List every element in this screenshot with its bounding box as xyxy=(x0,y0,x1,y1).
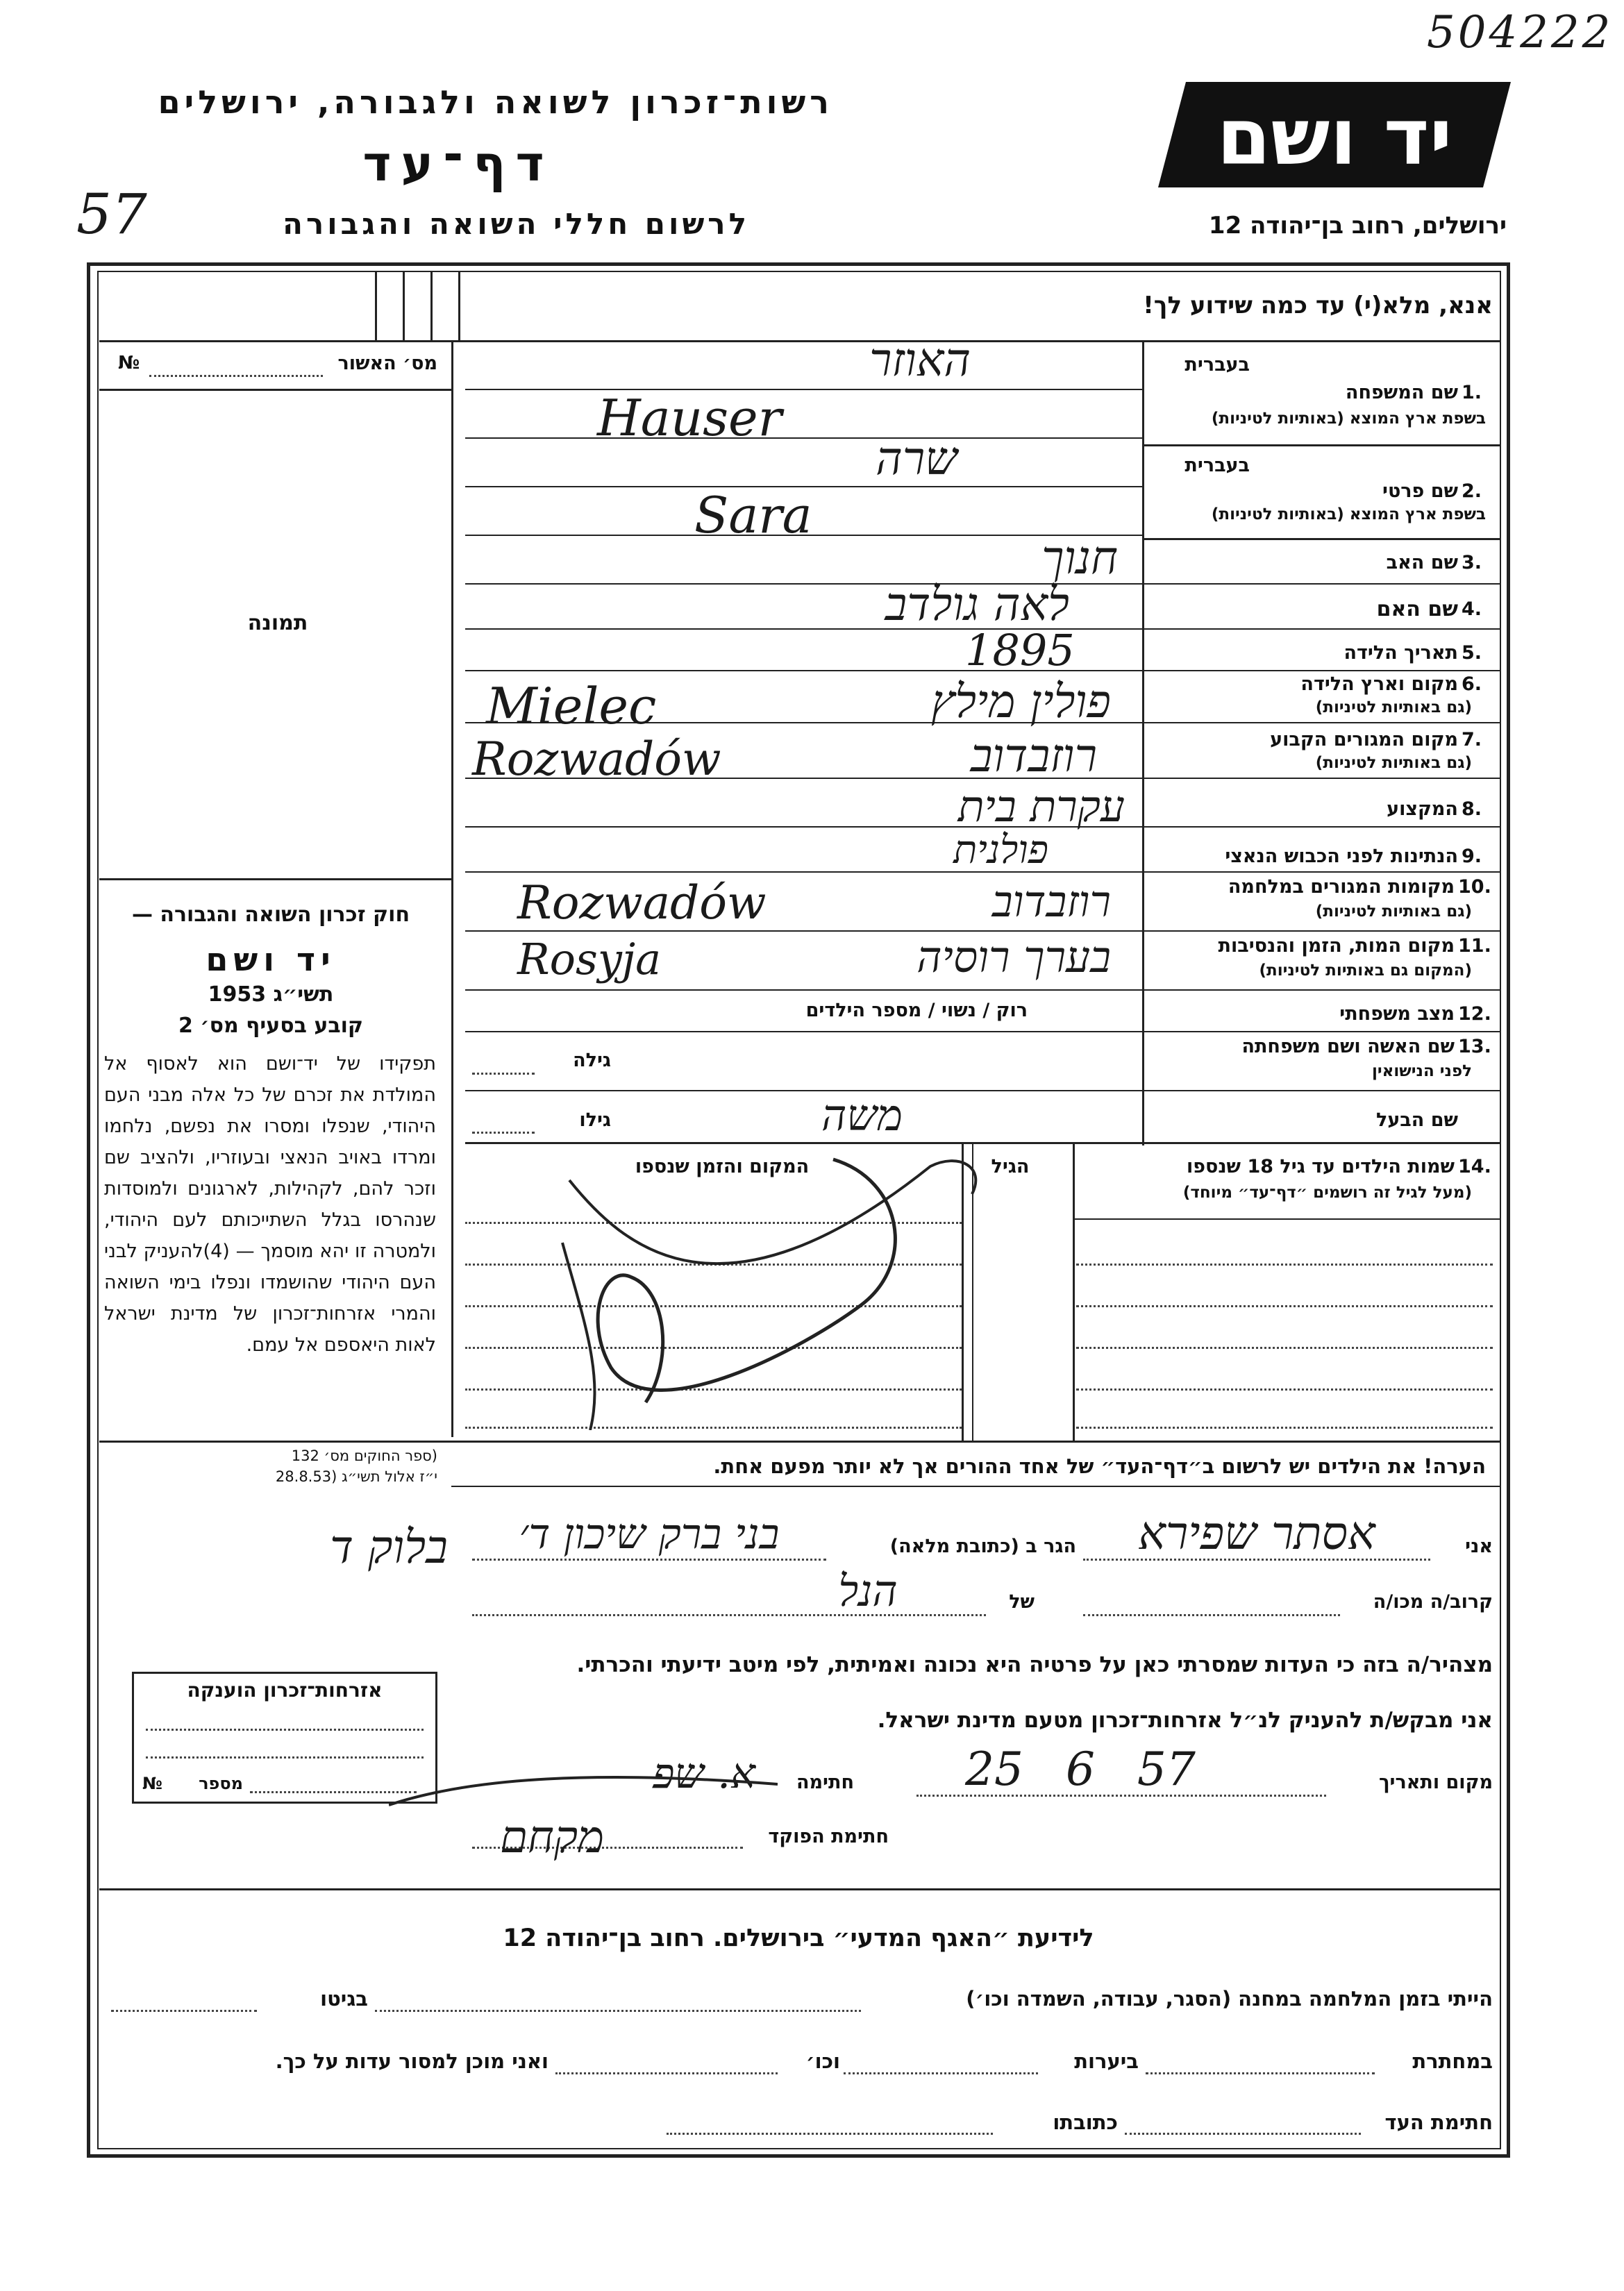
marital-options: רוק / נשוי / מספר הילדים xyxy=(805,1000,1028,1021)
value: בערך רוסיה xyxy=(916,932,1111,982)
value-heb: האוזר xyxy=(869,333,971,387)
children-sub: (מעל לגיל זה רושמים ״דף־עד״ מיוחד) xyxy=(1182,1184,1472,1202)
field-label: מקומות המגורים במלחמה xyxy=(1228,876,1455,898)
footer-underground: במחתרת xyxy=(1412,2049,1493,2073)
declaration-text: מצהיר/ה בזה כי העדות שמסרתי כאן על פרטיה היא נכונה ואמיתית, לפי מיטב ידיעתי והכרתי. xyxy=(576,1652,1493,1677)
value: פולנית xyxy=(953,828,1048,873)
approval-no: № xyxy=(118,353,140,374)
field-sub: לפני הנישואין xyxy=(1372,1062,1472,1080)
field-number: 2. xyxy=(1462,480,1482,502)
value: לאה גולדב xyxy=(885,578,1069,631)
field-sub: בשפת ארץ המוצא (באותיות לטיניות) xyxy=(1211,410,1486,428)
value: רוזבדוב xyxy=(991,876,1111,927)
footer-heading: לידיעת ״האגף המדעי״ בירושלים. רחוב בן־יהודה 12 xyxy=(503,1924,1094,1952)
field-number: 11. xyxy=(1458,935,1491,957)
footer-camp: הייתי בזמן המלחמה במחנה (הסגר, עבודה, השמדה וכו׳) xyxy=(966,1987,1493,2011)
form-title: דף־עד xyxy=(362,135,554,192)
value: פולין מילץ xyxy=(930,675,1111,728)
place-date-label: מקום ותאריך xyxy=(1378,1772,1493,1793)
law-date: י״ז אלול תשי״ג (28.8.53 xyxy=(275,1468,437,1485)
age-label: גילו xyxy=(579,1109,611,1131)
value-lat: Rozwadów xyxy=(472,732,721,786)
field-number: 10. xyxy=(1458,876,1491,898)
field-label: המקצוע xyxy=(1387,798,1458,820)
field-sub: (גם באותיות לטיניות) xyxy=(1315,698,1472,716)
signature-label: חתימה xyxy=(796,1772,854,1793)
citizenship-no: № xyxy=(142,1774,162,1793)
value-heb: שרה xyxy=(876,432,957,485)
witness-date: 25 6 57 xyxy=(965,1743,1196,1796)
law-body: תפקידו של יד־ושם הוא לאסוף אל המולדת את זכרם של כל אלה מבני העם היהודי, שנפלו ומסרו את נפשם, נלחמו ומרדו באויב הנאצי ובעוזריו, ולהציב שם וזכר להם, לקהילות, לארגונים ולמוסדות שנהרסו בגלל השתייכותם לעם היהודי, ולמטרה זו יהא מוסמך — (4)להעניק לבני העם היהודי שהושמדו ונפלו בימי השואה והמרי אזרחות־זכרון של מדינת ישראל לאות היאספם אל עמם. xyxy=(104,1053,436,1356)
witness-name: אסתר שפירא xyxy=(1138,1507,1375,1560)
field-label: שם פרטי xyxy=(1382,480,1458,502)
col-age-header: הגיל xyxy=(991,1156,1030,1177)
field-number: 9. xyxy=(1462,846,1482,867)
logo-text: יד ושם xyxy=(1216,92,1453,183)
field-label: שם המשפחה xyxy=(1345,382,1458,403)
witness-address-extra: בלוק ד xyxy=(330,1520,448,1574)
ani-label: אני xyxy=(1465,1536,1493,1557)
field-number: 13. xyxy=(1458,1036,1491,1057)
yad-vashem-logo xyxy=(1158,82,1511,187)
field-number: 4. xyxy=(1462,598,1482,620)
witness-signature: א. שפ xyxy=(653,1749,756,1798)
field-number: 12. xyxy=(1458,1003,1491,1025)
footer-witness-signature: חתימת העד xyxy=(1384,2110,1493,2134)
scribble-crossout-icon xyxy=(542,1139,1028,1430)
value: רוזבדוב xyxy=(970,729,1097,782)
field-label: שם האב xyxy=(1386,552,1458,573)
request-text: אני מבקש/ת להעניק לנ״ל אזרחות־זכרון מטעם מדינת ישראל. xyxy=(877,1708,1493,1733)
value: עקרת בית xyxy=(957,781,1125,832)
logo-block-icon xyxy=(1158,82,1511,187)
value: משה xyxy=(821,1090,903,1141)
field-sub: בשפת ארץ המוצא (באותיות לטיניות) xyxy=(1211,505,1486,523)
margin-note: 57 xyxy=(76,182,147,246)
relative-label: קרוב/ה מכו/ה xyxy=(1373,1591,1493,1613)
field-number: 5. xyxy=(1462,642,1482,664)
field-label: תאריך הלידה xyxy=(1343,642,1458,664)
signature-stroke-icon xyxy=(389,1763,778,1819)
official-signature-label: חתימת הפוקד xyxy=(768,1826,889,1847)
value-lat: Mielec xyxy=(486,677,657,735)
left-column-divider xyxy=(451,340,453,1437)
law-year: תשי״ג 1953 xyxy=(208,982,334,1007)
field-label: שם הבעל xyxy=(1375,1109,1458,1131)
law-name: יד ושם xyxy=(206,941,336,978)
footer-etc: וכו׳ xyxy=(805,2049,840,2073)
children-label: שמות הילדים עד גיל 18 שנספו xyxy=(1186,1156,1455,1177)
field-label: מקום המגורים הקבוע xyxy=(1270,729,1458,750)
footer-address: כתובתו xyxy=(1053,2110,1118,2134)
field-label: מקום וארץ הלידה xyxy=(1300,673,1458,695)
witness-relation: הנל xyxy=(838,1566,898,1616)
field-label: שם האשה ושם משפחתה xyxy=(1241,1036,1455,1057)
citizenship-title: אזרחות־זכרון הוענקה xyxy=(187,1679,383,1702)
label-column-divider xyxy=(1142,340,1144,1146)
value-lat: Sara xyxy=(694,486,812,544)
law-reference: (ספר החוקים מס׳ 132 xyxy=(291,1447,437,1464)
photo-label: תמונה xyxy=(247,611,308,635)
citizenship-number-label: מספר xyxy=(199,1774,243,1793)
footer-forests: ביערות xyxy=(1074,2049,1139,2073)
field-number: 3. xyxy=(1462,552,1482,573)
field-number: 6. xyxy=(1462,673,1482,695)
heb-tag: בעברית xyxy=(1184,354,1250,376)
value: חנוך xyxy=(1041,531,1118,585)
col-place-header: המקום והזמן שנספו xyxy=(635,1156,810,1177)
heb-tag: בעברית xyxy=(1184,455,1250,476)
value: 1895 xyxy=(965,625,1075,675)
approval-label: מס׳ האשור xyxy=(337,353,437,374)
witness-address: בני ברק שיכון ד׳ xyxy=(519,1510,780,1559)
children-note: הערה! את הילדים יש לרשום ב״דף־העד״ של אחד ההורים אך לא יותר מפעם אחת. xyxy=(713,1454,1486,1478)
field-number: 14. xyxy=(1458,1156,1491,1177)
footer-ghetto: בגיטו xyxy=(320,1987,368,2011)
field-number: 7. xyxy=(1462,729,1482,750)
field-label: מקום המות, הזמן והנסיבות xyxy=(1218,935,1455,957)
resides-label: הגר ב (כתובת מלאה) xyxy=(889,1536,1076,1557)
field-sub: (המקום גם באותיות לטיניות) xyxy=(1259,962,1472,980)
authority-heading: רשות־זכרון לשואה ולגבורה, ירושלים xyxy=(158,83,833,121)
field-label: הנתינות לפני הכבוש הנאצי xyxy=(1225,846,1458,867)
document-number: 504222 xyxy=(1427,7,1614,58)
value-lat: Rosyja xyxy=(517,934,662,984)
header-address: ירושלים, רחוב בן־יהודה 12 xyxy=(1208,212,1507,240)
field-sub: (גם באותיות לטיניות) xyxy=(1315,903,1472,921)
law-clause: קובע בסעיף מס׳ 2 xyxy=(178,1014,364,1038)
form-subtitle: לרשום חללי השואה והגבורה xyxy=(283,207,750,241)
field-label: שם האם xyxy=(1376,597,1458,621)
field-number: 8. xyxy=(1462,798,1482,820)
value-lat: Hauser xyxy=(597,389,782,447)
footer-willing: ואני מוכן למסור עדות על כך. xyxy=(275,2049,549,2073)
field-label: מצב משפחתי xyxy=(1339,1003,1455,1025)
field-number: 1. xyxy=(1462,382,1482,403)
law-title: חוק זכרון השואה והגבורה — xyxy=(131,903,410,927)
official-signature: מקחם xyxy=(500,1812,604,1863)
of-label: של xyxy=(1009,1591,1035,1613)
value-lat: Rozwadów xyxy=(517,876,767,930)
field-sub: (גם באותיות לטיניות) xyxy=(1315,754,1472,772)
age-label: גילה xyxy=(573,1050,611,1071)
instruction-text: אנא, מלא(י) עד כמה שידוע לך! xyxy=(1143,292,1493,319)
